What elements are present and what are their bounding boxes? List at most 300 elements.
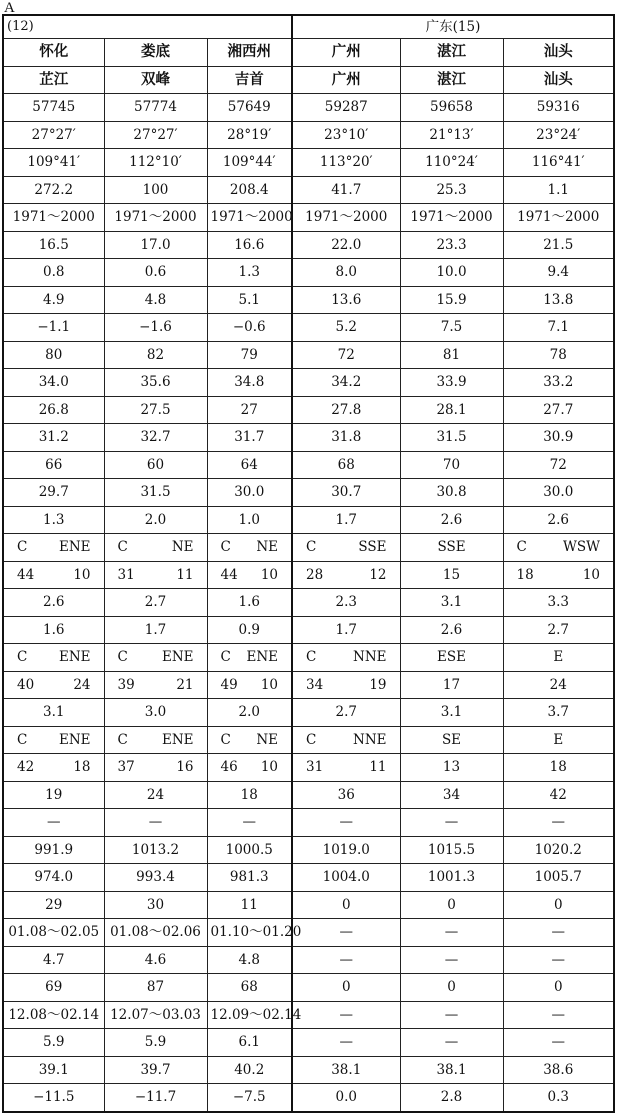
cell-part: C xyxy=(117,649,128,666)
table-cell: 30.0 xyxy=(207,479,292,507)
table-cell xyxy=(292,754,400,782)
table-cell: 7.1 xyxy=(503,314,614,342)
table-row xyxy=(3,1001,614,1029)
table-cell: — xyxy=(503,919,614,947)
station-name: 湘西州 xyxy=(207,39,292,67)
cell-part: SSE xyxy=(358,539,387,556)
table-cell: 1971～2000 xyxy=(503,204,614,232)
table-cell: 109°44′ xyxy=(207,149,292,177)
table-cell: 4.7 xyxy=(3,946,104,974)
table-cell: 11 xyxy=(207,891,292,919)
table-row xyxy=(3,231,614,259)
table-row xyxy=(3,506,614,534)
table-cell: 0 xyxy=(503,891,614,919)
table-cell: 27 xyxy=(207,396,292,424)
table-cell: — xyxy=(503,946,614,974)
table-row xyxy=(3,314,614,342)
table-cell: 2.8 xyxy=(400,1084,503,1112)
table-cell: 31.2 xyxy=(3,424,104,452)
table-row xyxy=(3,1084,614,1112)
table-cell: 30.7 xyxy=(292,479,400,507)
table-cell: 24 xyxy=(104,781,207,809)
table-cell: 23°24′ xyxy=(503,121,614,149)
table-cell: 1013.2 xyxy=(104,836,207,864)
cell-part: ESE xyxy=(437,649,466,666)
table-cell: 40.2 xyxy=(207,1056,292,1084)
cell-part: C xyxy=(17,649,28,666)
table-cell: 66 xyxy=(3,451,104,479)
table-cell: −11.7 xyxy=(104,1084,207,1112)
table-cell: 3.0 xyxy=(104,699,207,727)
table-cell: 27.7 xyxy=(503,396,614,424)
table-cell: — xyxy=(292,1029,400,1057)
table-cell xyxy=(292,534,400,562)
table-cell xyxy=(292,726,400,754)
table-row xyxy=(3,561,614,589)
table-cell: 57774 xyxy=(104,94,207,122)
table-cell: — xyxy=(207,809,292,837)
table-cell xyxy=(503,561,614,589)
table-cell xyxy=(503,754,614,782)
cell-part: 39 xyxy=(117,676,135,693)
cell-part: 44 xyxy=(17,566,35,583)
group-label-guangdong: 广东(15) xyxy=(292,15,614,39)
table-row xyxy=(3,424,614,452)
table-cell: 2.7 xyxy=(292,699,400,727)
table-row xyxy=(3,1029,614,1057)
table-cell: 1971～2000 xyxy=(104,204,207,232)
table-cell: 64 xyxy=(207,451,292,479)
table-cell: 27°27′ xyxy=(104,121,207,149)
table-cell: 110°24′ xyxy=(400,149,503,177)
table-cell: 28°19′ xyxy=(207,121,292,149)
table-row xyxy=(3,534,614,562)
table-row xyxy=(3,479,614,507)
table-row xyxy=(3,589,614,617)
station-subname: 芷江 xyxy=(3,66,104,94)
table-cell: — xyxy=(400,919,503,947)
cell-part: 24 xyxy=(73,676,91,693)
station-subname: 双峰 xyxy=(104,66,207,94)
cell-part: 34 xyxy=(306,676,324,693)
table-cell: 113°20′ xyxy=(292,149,400,177)
table-cell: 68 xyxy=(207,974,292,1002)
station-subname: 吉首 xyxy=(207,66,292,94)
table-cell: 31.5 xyxy=(104,479,207,507)
table-cell: 1019.0 xyxy=(292,836,400,864)
table-cell xyxy=(3,644,104,672)
table-cell xyxy=(104,671,207,699)
table-cell xyxy=(400,534,503,562)
table-cell: 1.6 xyxy=(3,616,104,644)
table-cell: 1971～2000 xyxy=(400,204,503,232)
cell-part: ENE xyxy=(246,649,278,666)
table-cell: 72 xyxy=(503,451,614,479)
station-name: 汕头 xyxy=(503,39,614,67)
table-cell: 21°13′ xyxy=(400,121,503,149)
cell-part: 10 xyxy=(73,566,91,583)
table-cell: — xyxy=(292,946,400,974)
cell-part: C xyxy=(17,539,28,556)
table-row xyxy=(3,836,614,864)
table-cell: 4.8 xyxy=(104,286,207,314)
table-cell: 15.9 xyxy=(400,286,503,314)
table-cell: — xyxy=(3,809,104,837)
table-cell: 79 xyxy=(207,341,292,369)
table-row xyxy=(3,396,614,424)
table-cell: 41.7 xyxy=(292,176,400,204)
table-cell: 1000.5 xyxy=(207,836,292,864)
climate-data-table xyxy=(2,14,615,1113)
table-cell: 0.6 xyxy=(104,259,207,287)
station-name: 广州 xyxy=(292,39,400,67)
table-cell: — xyxy=(400,1001,503,1029)
cell-part: ENE xyxy=(58,649,91,666)
table-row xyxy=(3,699,614,727)
table-cell xyxy=(400,561,503,589)
cell-part: C xyxy=(220,539,231,556)
table-row xyxy=(3,369,614,397)
table-cell: 69 xyxy=(3,974,104,1002)
table-cell: 3.7 xyxy=(503,699,614,727)
table-cell: 32.7 xyxy=(104,424,207,452)
cell-part: 13 xyxy=(442,759,461,776)
table-cell: 12.07～03.03 xyxy=(104,1001,207,1029)
table-cell: 21.5 xyxy=(503,231,614,259)
table-cell: 34.0 xyxy=(3,369,104,397)
table-cell xyxy=(207,726,292,754)
table-cell: 9.4 xyxy=(503,259,614,287)
table-cell: 1971～2000 xyxy=(3,204,104,232)
table-row xyxy=(3,864,614,892)
table-cell: 38.6 xyxy=(503,1056,614,1084)
table-cell: 16.6 xyxy=(207,231,292,259)
table-cell: 0 xyxy=(503,974,614,1002)
table-cell: 72 xyxy=(292,341,400,369)
table-cell: 13.6 xyxy=(292,286,400,314)
table-cell: 2.6 xyxy=(400,616,503,644)
table-cell: −11.5 xyxy=(3,1084,104,1112)
cell-part: 17 xyxy=(442,676,461,693)
table-cell: 1.3 xyxy=(3,506,104,534)
table-cell: 0 xyxy=(400,891,503,919)
table-cell: 3.1 xyxy=(3,699,104,727)
cell-part: 49 xyxy=(220,676,238,693)
cell-part: 18 xyxy=(549,759,567,776)
cell-part: 18 xyxy=(516,566,534,583)
cell-part: NE xyxy=(256,731,278,748)
cell-part: 18 xyxy=(73,759,91,776)
table-cell: 29 xyxy=(3,891,104,919)
table-cell: −1.1 xyxy=(3,314,104,342)
table-row xyxy=(3,809,614,837)
table-cell: 31.8 xyxy=(292,424,400,452)
table-cell: 59316 xyxy=(503,94,614,122)
table-cell xyxy=(3,561,104,589)
table-cell: 2.0 xyxy=(104,506,207,534)
table-cell: 5.2 xyxy=(292,314,400,342)
cell-part: 11 xyxy=(369,759,387,776)
table-cell: 23°10′ xyxy=(292,121,400,149)
table-row xyxy=(3,94,614,122)
station-subname: 汕头 xyxy=(503,66,614,94)
table-cell: 30.8 xyxy=(400,479,503,507)
table-cell: 7.5 xyxy=(400,314,503,342)
group-header-row xyxy=(3,15,614,39)
table-cell: 42 xyxy=(503,781,614,809)
table-cell: 6.1 xyxy=(207,1029,292,1057)
table-cell: 29.7 xyxy=(3,479,104,507)
table-cell: — xyxy=(104,809,207,837)
table-cell: — xyxy=(503,1001,614,1029)
table-cell: 30 xyxy=(104,891,207,919)
table-cell xyxy=(503,644,614,672)
cell-part: 12 xyxy=(369,566,387,583)
cell-part: 10 xyxy=(260,759,278,776)
table-cell xyxy=(400,726,503,754)
table-cell: — xyxy=(292,919,400,947)
table-cell: 38.1 xyxy=(400,1056,503,1084)
table-cell: 30.9 xyxy=(503,424,614,452)
table-cell: 27.8 xyxy=(292,396,400,424)
table-cell: 16.5 xyxy=(3,231,104,259)
table-cell: 3.3 xyxy=(503,589,614,617)
table-cell: 2.7 xyxy=(104,589,207,617)
cell-part: 19 xyxy=(369,676,387,693)
table-cell xyxy=(400,671,503,699)
table-cell: 1.6 xyxy=(207,589,292,617)
table-cell: 1971～2000 xyxy=(207,204,292,232)
table-row xyxy=(3,149,614,177)
table-cell: 31.5 xyxy=(400,424,503,452)
cell-part: C xyxy=(220,731,231,748)
table-cell: 81 xyxy=(400,341,503,369)
table-cell: 974.0 xyxy=(3,864,104,892)
table-cell: 4.8 xyxy=(207,946,292,974)
cell-part: NE xyxy=(171,539,194,556)
table-cell xyxy=(104,561,207,589)
cell-part: ENE xyxy=(161,731,194,748)
table-cell: 34.2 xyxy=(292,369,400,397)
table-cell xyxy=(292,671,400,699)
table-row xyxy=(3,919,614,947)
table-cell: 82 xyxy=(104,341,207,369)
table-cell xyxy=(104,754,207,782)
table-cell: 38.1 xyxy=(292,1056,400,1084)
table-cell: 1005.7 xyxy=(503,864,614,892)
table-cell xyxy=(3,671,104,699)
table-row xyxy=(3,204,614,232)
cell-part: C xyxy=(516,539,527,556)
table-cell: 13.8 xyxy=(503,286,614,314)
table-cell xyxy=(207,754,292,782)
cell-part: 28 xyxy=(306,566,324,583)
table-cell: 1001.3 xyxy=(400,864,503,892)
table-cell xyxy=(503,726,614,754)
table-row xyxy=(3,781,614,809)
table-cell: 3.1 xyxy=(400,699,503,727)
table-cell: 26.8 xyxy=(3,396,104,424)
table-cell: — xyxy=(503,1029,614,1057)
station-subname: 广州 xyxy=(292,66,400,94)
table-cell: 0 xyxy=(400,974,503,1002)
table-cell xyxy=(3,726,104,754)
table-row xyxy=(3,286,614,314)
table-cell: 1020.2 xyxy=(503,836,614,864)
station-name: 怀化 xyxy=(3,39,104,67)
cell-part: ENE xyxy=(161,649,194,666)
table-cell: 5.9 xyxy=(104,1029,207,1057)
station-subname: 湛江 xyxy=(400,66,503,94)
table-cell: 0 xyxy=(292,974,400,1002)
table-cell: — xyxy=(400,946,503,974)
table-cell: 0.0 xyxy=(292,1084,400,1112)
table-cell: 01.08～02.06 xyxy=(104,919,207,947)
table-row xyxy=(3,891,614,919)
table-cell: 1971～2000 xyxy=(292,204,400,232)
table-cell: 1.3 xyxy=(207,259,292,287)
table-cell: 57745 xyxy=(3,94,104,122)
table-cell: 19 xyxy=(3,781,104,809)
table-cell: — xyxy=(400,809,503,837)
cell-part: WSW xyxy=(563,539,600,556)
table-cell xyxy=(104,644,207,672)
table-row xyxy=(3,946,614,974)
table-cell: 01.08～02.05 xyxy=(3,919,104,947)
table-cell xyxy=(400,644,503,672)
cell-part: 10 xyxy=(260,676,278,693)
table-cell: 208.4 xyxy=(207,176,292,204)
table-cell: 1.7 xyxy=(292,506,400,534)
table-cell xyxy=(207,534,292,562)
table-cell: 2.6 xyxy=(400,506,503,534)
table-cell: 78 xyxy=(503,341,614,369)
table-cell: 1.1 xyxy=(503,176,614,204)
station-name-row xyxy=(3,39,614,67)
table-cell: 12.09～02.14 xyxy=(207,1001,292,1029)
table-row xyxy=(3,726,614,754)
corner-label: A xyxy=(4,0,15,16)
table-cell: 25.3 xyxy=(400,176,503,204)
table-cell: 1004.0 xyxy=(292,864,400,892)
table-cell: 18 xyxy=(207,781,292,809)
table-cell: 57649 xyxy=(207,94,292,122)
table-row xyxy=(3,754,614,782)
cell-part: C xyxy=(306,649,317,666)
table-cell: 3.1 xyxy=(400,589,503,617)
table-cell: 34.8 xyxy=(207,369,292,397)
table-cell: 991.9 xyxy=(3,836,104,864)
table-cell: 17.0 xyxy=(104,231,207,259)
table-cell xyxy=(104,726,207,754)
cell-part: 46 xyxy=(220,759,238,776)
table-cell: −7.5 xyxy=(207,1084,292,1112)
table-cell: 59658 xyxy=(400,94,503,122)
table-row xyxy=(3,616,614,644)
table-cell: 0.9 xyxy=(207,616,292,644)
cell-part: 44 xyxy=(220,566,238,583)
table-cell: 0 xyxy=(292,891,400,919)
table-row xyxy=(3,1056,614,1084)
table-cell xyxy=(3,754,104,782)
table-cell: 100 xyxy=(104,176,207,204)
table-cell xyxy=(207,561,292,589)
cell-part: 10 xyxy=(260,566,278,583)
table-cell: 28.1 xyxy=(400,396,503,424)
group-label-left: (12) xyxy=(3,15,292,39)
table-cell: 59287 xyxy=(292,94,400,122)
table-cell xyxy=(292,561,400,589)
cell-part: ENE xyxy=(58,539,91,556)
table-row xyxy=(3,974,614,1002)
table-cell: −0.6 xyxy=(207,314,292,342)
table-cell xyxy=(292,644,400,672)
table-cell xyxy=(503,534,614,562)
cell-part: C xyxy=(117,731,128,748)
cell-part: NNE xyxy=(353,649,387,666)
cell-part: E xyxy=(553,731,564,748)
table-cell: 981.3 xyxy=(207,864,292,892)
table-cell: — xyxy=(292,1001,400,1029)
table-cell: — xyxy=(503,809,614,837)
table-cell: 2.7 xyxy=(503,616,614,644)
table-row xyxy=(3,176,614,204)
table-cell: 68 xyxy=(292,451,400,479)
cell-part: 24 xyxy=(549,676,567,693)
table-cell: 2.3 xyxy=(292,589,400,617)
table-cell: 27.5 xyxy=(104,396,207,424)
table-cell: 2.6 xyxy=(503,506,614,534)
table-cell: 5.9 xyxy=(3,1029,104,1057)
table-cell: 39.7 xyxy=(104,1056,207,1084)
table-cell: −1.6 xyxy=(104,314,207,342)
cell-part: SE xyxy=(441,731,462,748)
table-cell: 0.3 xyxy=(503,1084,614,1112)
table-cell: 272.2 xyxy=(3,176,104,204)
cell-part: 21 xyxy=(176,676,194,693)
table-cell xyxy=(503,671,614,699)
table-cell: 27°27′ xyxy=(3,121,104,149)
table-row xyxy=(3,341,614,369)
table-cell: 1.0 xyxy=(207,506,292,534)
table-cell xyxy=(207,671,292,699)
table-cell: 80 xyxy=(3,341,104,369)
table-cell: 109°41′ xyxy=(3,149,104,177)
cell-part: 31 xyxy=(117,566,135,583)
table-cell: 5.1 xyxy=(207,286,292,314)
table-row xyxy=(3,259,614,287)
table-cell: 12.08～02.14 xyxy=(3,1001,104,1029)
cell-part: C xyxy=(220,649,231,666)
cell-part: SSE xyxy=(437,539,466,556)
table-cell: 33.9 xyxy=(400,369,503,397)
table-cell: 4.9 xyxy=(3,286,104,314)
cell-part: NE xyxy=(256,539,278,556)
table-cell: 0.8 xyxy=(3,259,104,287)
table-cell: 60 xyxy=(104,451,207,479)
table-cell: — xyxy=(400,1029,503,1057)
cell-part: NNE xyxy=(353,731,387,748)
cell-part: 16 xyxy=(176,759,194,776)
table-row xyxy=(3,644,614,672)
table-cell xyxy=(207,644,292,672)
table-cell: 8.0 xyxy=(292,259,400,287)
table-cell: 87 xyxy=(104,974,207,1002)
table-cell: 2.6 xyxy=(3,589,104,617)
table-cell: 23.3 xyxy=(400,231,503,259)
cell-part: 10 xyxy=(582,566,600,583)
table-cell: 4.6 xyxy=(104,946,207,974)
